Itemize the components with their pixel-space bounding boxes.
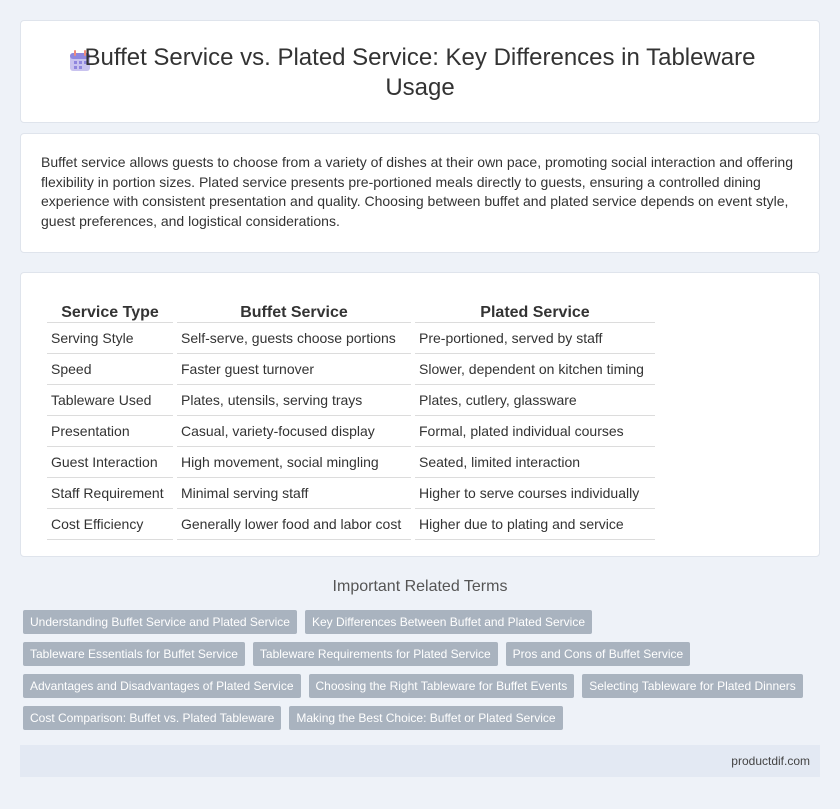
table-cell: Pre-portioned, served by staff	[415, 323, 655, 354]
related-term-tag[interactable]: Understanding Buffet Service and Plated Service	[23, 610, 297, 634]
related-terms-row	[23, 674, 813, 698]
table-cell: Slower, dependent on kitchen timing	[415, 354, 655, 385]
table-cell: Formal, plated individual courses	[415, 416, 655, 447]
column-header: Plated Service	[415, 295, 655, 323]
related-term-tag[interactable]: Selecting Tableware for Plated Dinners	[582, 674, 803, 698]
table-header-row	[47, 295, 655, 323]
table-cell: Cost Efficiency	[47, 509, 173, 540]
related-term-tag[interactable]: Advantages and Disadvantages of Plated Service	[23, 674, 301, 698]
table-cell: Higher to serve courses individually	[415, 478, 655, 509]
table-row	[47, 447, 655, 478]
table-cell: Guest Interaction	[47, 447, 173, 478]
related-terms-row	[23, 642, 813, 666]
table-cell: Serving Style	[47, 323, 173, 354]
table-cell: Speed	[47, 354, 173, 385]
related-terms-title: Important Related Terms	[332, 578, 508, 595]
table-cell: Faster guest turnover	[177, 354, 411, 385]
table-row	[47, 509, 655, 540]
table-cell: Staff Requirement	[47, 478, 173, 509]
intro-paragraph: Buffet service allows guests to choose from a variety of dishes at their own pace, promoting social interaction and offering flexibility in portion sizes. Plated service presents pre-portioned meals directly to guests, ensuring a controlled dining experience with consistent presentation and quality. Choosing between buffet and plated service depends on event style, guest preferences, and logistical considerations.	[41, 154, 793, 229]
related-term-tag[interactable]: Tableware Essentials for Buffet Service	[23, 642, 245, 666]
related-terms-list	[23, 610, 813, 738]
table-cell: Casual, variety-focused display	[177, 416, 411, 447]
table-cell: High movement, social mingling	[177, 447, 411, 478]
table-cell: Seated, limited interaction	[415, 447, 655, 478]
related-term-tag[interactable]: Tableware Requirements for Plated Service	[253, 642, 498, 666]
related-terms-row	[23, 706, 813, 730]
comparison-card	[20, 272, 820, 557]
table-row	[47, 354, 655, 385]
table-cell: Plates, cutlery, glassware	[415, 385, 655, 416]
column-header: Buffet Service	[177, 295, 411, 323]
table-row	[47, 478, 655, 509]
related-terms-row	[23, 610, 813, 634]
table-row	[47, 416, 655, 447]
footer-site: productdif.com	[731, 754, 810, 768]
table-row	[47, 323, 655, 354]
table-cell: Higher due to plating and service	[415, 509, 655, 540]
header-card	[20, 20, 820, 123]
related-term-tag[interactable]: Pros and Cons of Buffet Service	[506, 642, 691, 666]
related-term-tag[interactable]: Key Differences Between Buffet and Plated Service	[305, 610, 592, 634]
footer	[20, 745, 820, 777]
related-term-tag[interactable]: Choosing the Right Tableware for Buffet Events	[309, 674, 575, 698]
related-term-tag[interactable]: Cost Comparison: Buffet vs. Plated Tableware	[23, 706, 281, 730]
table-cell: Tableware Used	[47, 385, 173, 416]
table-cell: Plates, utensils, serving trays	[177, 385, 411, 416]
page-title: Buffet Service vs. Plated Service: Key Differences in Tableware Usage	[84, 44, 756, 101]
table-cell: Minimal serving staff	[177, 478, 411, 509]
column-header: Service Type	[47, 295, 173, 323]
table-cell: Presentation	[47, 416, 173, 447]
table-row	[47, 385, 655, 416]
intro-card	[20, 133, 820, 253]
table-cell: Generally lower food and labor cost	[177, 509, 411, 540]
table-cell: Self-serve, guests choose portions	[177, 323, 411, 354]
related-term-tag[interactable]: Making the Best Choice: Buffet or Plated Service	[289, 706, 562, 730]
comparison-table	[43, 295, 659, 540]
